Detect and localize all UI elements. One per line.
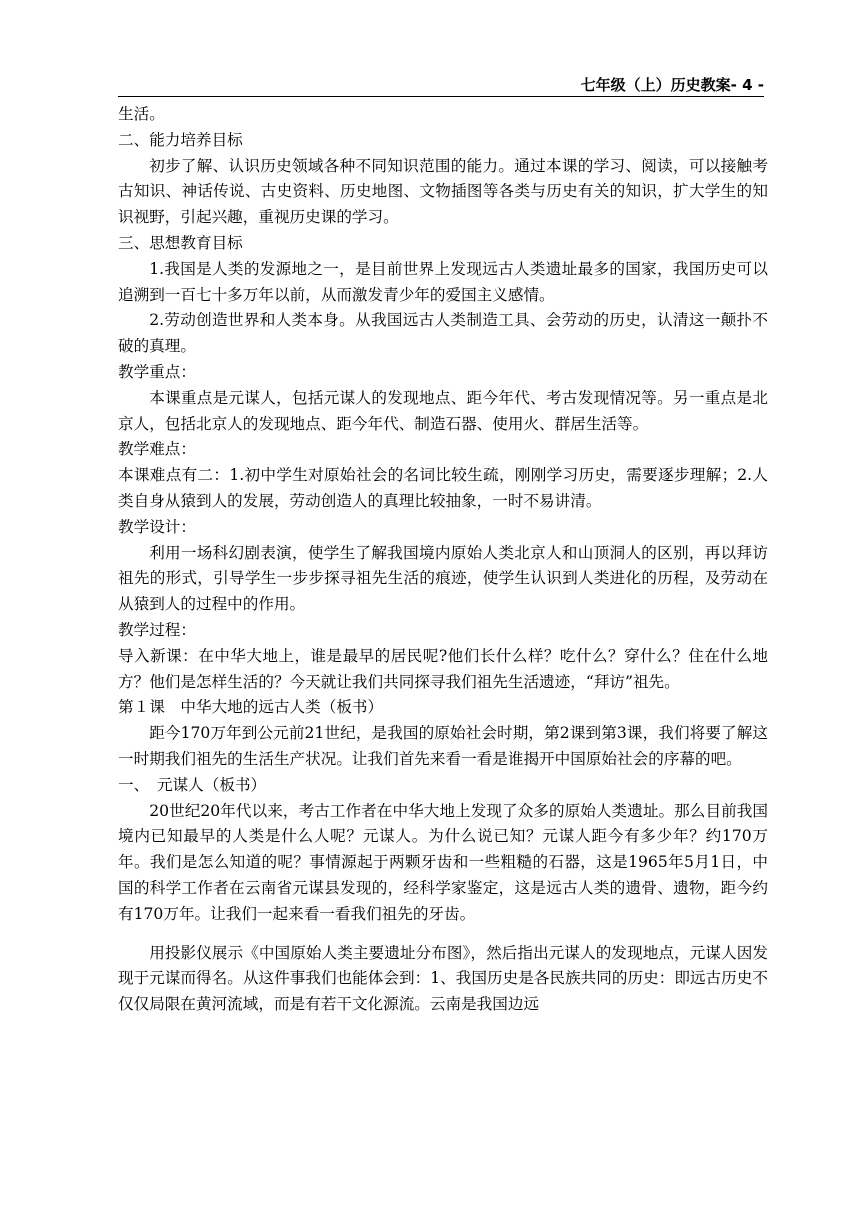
header-title: 七年级（上）历史教案- 4 -: [580, 76, 764, 94]
section-heading-ideology: 三、思想教育目标: [118, 233, 243, 252]
heading-difficulties: 教学难点：: [118, 440, 196, 459]
paragraph-projector: 用投影仪展示《中国原始人类主要遗址分布图》，然后指出元谋人的发现地点，元谋人因发现于元谋而得名。从这件事我们也能体会到：1、我国历史是各民族共同的历史：即远古历史不仅仅局限在黄河流域，而是有若干文化源流。云南是我国边远: [118, 943, 768, 1014]
lesson-title: 第１课 中华大地的远古人类（板书）: [118, 698, 384, 717]
page-header: [118, 72, 764, 97]
paragraph-yuanmou: 20世纪20年代以来，考古工作者在中华大地上发现了众多的原始人类遗址。那么目前我国境内已知最早的人类是什么人呢？元谋人。为什么说已知？元谋人距今有多少年？约170万年。我们是怎么知道的呢？事情源起于两颗牙齿和一些粗糙的石器，这是1965年5月1日，中国的科学工作者在云南省元谋县发现的，经科学家鉴定，这是远古人类的遗骨、遗物，距今约有170万年。让我们一起来看一看我们祖先的牙齿。: [118, 801, 768, 923]
paragraph-continuation: 生活。: [118, 105, 165, 123]
paragraph-lesson-intro: 距今170万年到公元前21世纪，是我国的原始社会时期，第2课到第3课，我们将要了解这一时期我们祖先的生活生产状况。让我们首先来看一看是谁揭开中国原始社会的序幕的吧。: [118, 724, 768, 768]
heading-design: 教学设计：: [118, 517, 196, 536]
document-body: [118, 102, 768, 1018]
paragraph-ability: 初步了解、认识历史领域各种不同知识范围的能力。通过本课的学习、阅读，可以接触考古知识、神话传说、古史资料、历史地图、文物插图等各类与历史有关的知识，扩大学生的知识视野，引起兴趣，重视历史课的学习。: [118, 156, 768, 227]
section-heading-ability: 二、能力培养目标: [118, 130, 243, 149]
paragraph-difficulties: 本课难点有二：1.初中学生对原始社会的名词比较生疏，刚刚学习历史，需要逐步理解；2.人类自身从猿到人的发展，劳动创造人的真理比较抽象，一时不易讲清。: [118, 466, 768, 510]
heading-key-points: 教学重点：: [118, 362, 196, 381]
section-heading-yuanmou: 一、 元谋人（板书）: [118, 775, 267, 794]
paragraph-key-points: 本课重点是元谋人，包括元谋人的发现地点、距今年代、考古发现情况等。另一重点是北京人，包括北京人的发现地点、距今年代、制造石器、使用火、群居生活等。: [118, 388, 768, 433]
heading-process: 教学过程：: [118, 620, 196, 639]
paragraph-ideology-2: 2.劳动创造世界和人类本身。从我国远古人类制造工具、会劳动的历史，认清这一颠扑不破的真理。: [118, 311, 768, 356]
paragraph-design: 利用一场科幻剧表演，使学生了解我国境内原始人类北京人和山顶洞人的区别，再以拜访祖先的形式，引导学生一步步探寻祖先生活的痕迹，使学生认识到人类进化的历程，及劳动在从猿到人的过程中的作用。: [118, 543, 768, 614]
paragraph-intro: 导入新课：在中华大地上，谁是最早的居民呢?他们长什么样？吃什么？穿什么？住在什么地方？他们是怎样生活的？今天就让我们共同探寻我们祖先生活遗迹，“拜访”祖先。: [118, 646, 768, 691]
paragraph-ideology-1: 1.我国是人类的发源地之一，是目前世界上发现远古人类遗址最多的国家，我国历史可以追溯到一百七十多万年以前，从而激发青少年的爱国主义感情。: [118, 259, 768, 304]
